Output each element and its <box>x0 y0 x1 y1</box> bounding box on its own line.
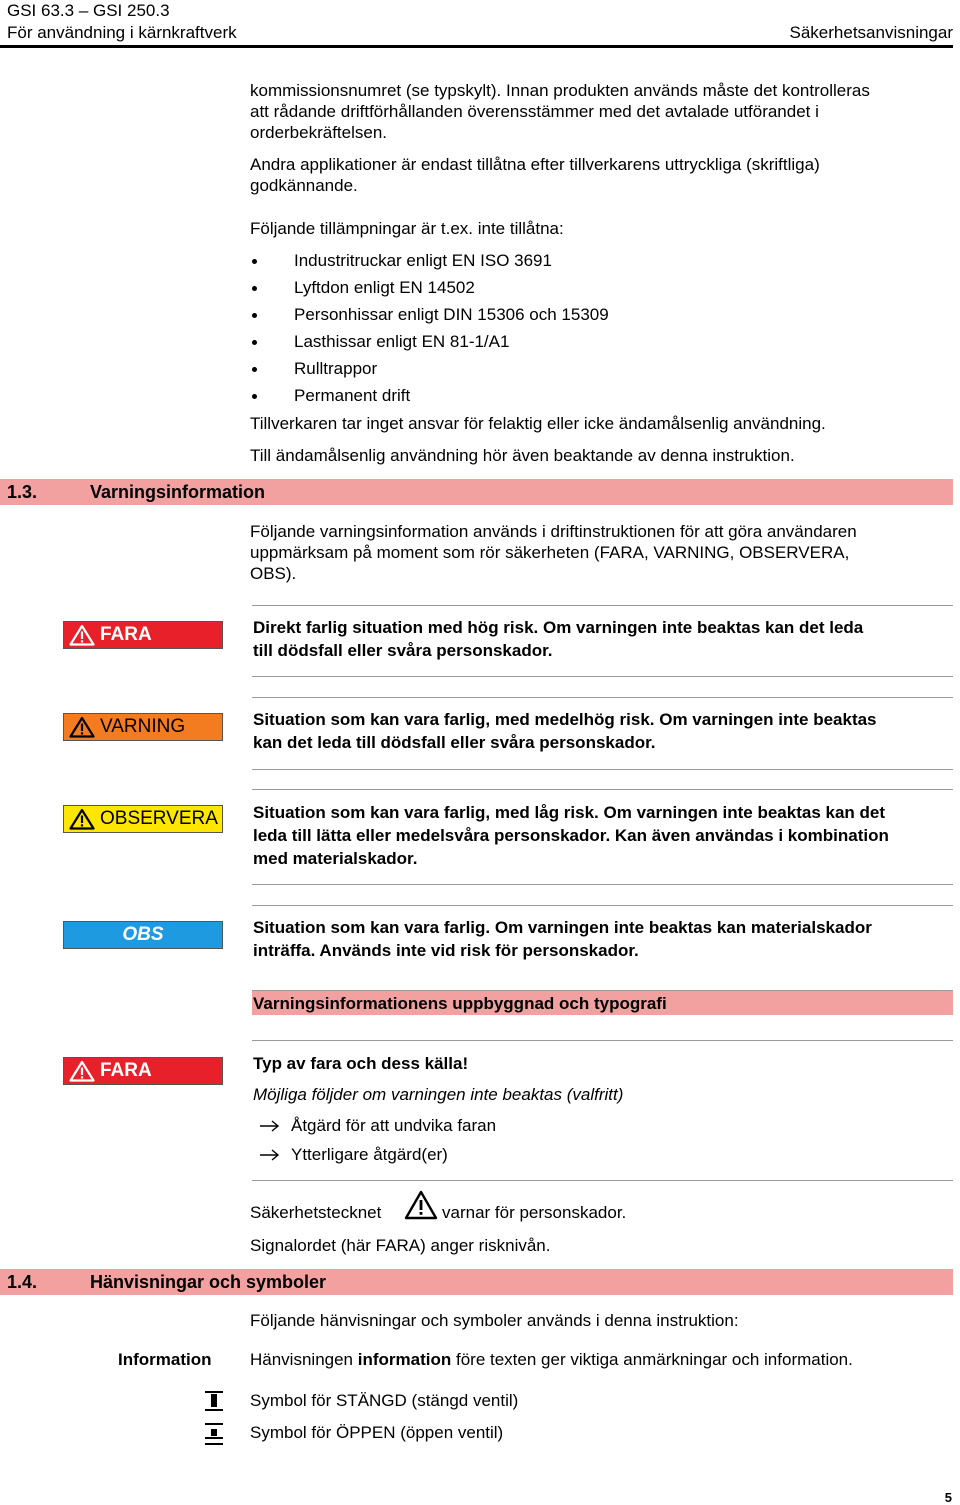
list-item: Personhissar enligt DIN 15306 och 15309 <box>294 305 609 324</box>
intro-p3: Följande tillämpningar är t.ex. inte tillåtna: <box>250 219 564 238</box>
section-title: Varningsinformation <box>90 482 266 502</box>
list-bullet <box>252 340 257 345</box>
doc-subtitle: För användning i kärnkraftverk <box>7 23 237 42</box>
warning-text-line: med materialskador. <box>253 849 418 868</box>
warning-text-line: Situation som kan vara farlig, med medelhög risk. Om varningen inte beaktas <box>253 710 877 729</box>
list-bullet <box>252 367 257 372</box>
section-title: Hänvisningar och symboler <box>90 1272 327 1292</box>
divider <box>252 676 953 677</box>
arrow-right-icon <box>259 1119 281 1133</box>
warning-triangle-icon <box>67 714 97 740</box>
example-consequence: Möjliga följder om varningen inte beaktas (valfritt) <box>253 1085 624 1104</box>
header-rule <box>0 45 953 48</box>
intro-p2-line1: Andra applikationer är endast tillåtna efter tillverkarens uttryckliga (skriftliga) <box>250 155 820 174</box>
list-bullet <box>252 313 257 318</box>
list-item: Permanent drift <box>294 386 411 405</box>
observera-sign <box>63 805 223 833</box>
intro-p4: Tillverkaren tar inget ansvar för felaktig eller icke ändamålsenlig användning. <box>250 414 826 433</box>
s13-intro-line3: OBS). <box>250 564 297 583</box>
open-symbol-text: Symbol för ÖPPEN (öppen ventil) <box>250 1423 504 1442</box>
intro-p5: Till ändamålsenlig användning hör även beaktande av denna instruktion. <box>250 446 795 465</box>
warning-text-line: leda till lätta eller medelsvåra personskador. Kan även användas i kombination <box>253 826 889 845</box>
info-text-b: information <box>357 1350 452 1369</box>
example-hazard-type: Typ av fara och dess källa! <box>253 1054 469 1073</box>
signal-word: OBSERVERA <box>100 808 218 829</box>
divider <box>252 789 953 790</box>
doc-section-name: Säkerhetsanvisningar <box>789 23 953 42</box>
list-bullet <box>252 286 257 291</box>
fara-sign-example <box>63 1057 223 1085</box>
section-number: 1.4. <box>7 1272 38 1292</box>
info-text-c: före texten ger viktiga anmärkningar och information. <box>455 1350 853 1369</box>
intro-p1-line1: kommissionsnumret (se typskylt). Innan produkten används måste det kontrolleras <box>250 81 870 100</box>
arrow-right-icon <box>259 1148 281 1162</box>
warning-triangle-icon <box>67 1058 97 1084</box>
page-number: 5 <box>944 1490 952 1505</box>
intro-p1-line2: att rådande driftförhållanden överensstämmer med det avtalade utförandet i <box>250 102 819 121</box>
signal-word: FARA <box>100 1060 152 1081</box>
info-label: Information <box>118 1350 212 1369</box>
doc-model: GSI 63.3 – GSI 250.3 <box>7 1 170 20</box>
divider <box>252 769 953 770</box>
fara-sign <box>63 621 223 649</box>
signal-word: OBS <box>122 924 164 945</box>
closed-symbol-text: Symbol för STÄNGD (stängd ventil) <box>250 1391 519 1410</box>
info-description <box>250 1349 853 1370</box>
divider <box>252 905 953 906</box>
subsection-heading <box>252 990 953 1015</box>
section-number: 1.3. <box>7 482 38 502</box>
section-heading-1-3 <box>0 479 953 505</box>
divider <box>252 884 953 885</box>
warning-triangle-icon <box>67 622 97 648</box>
intro-p1-line3: orderbekräftelsen. <box>250 123 388 142</box>
warning-text-line: Situation som kan vara farlig, med låg risk. Om varningen inte beaktas kan det <box>253 803 886 822</box>
intro-p2-line2: godkännande. <box>250 176 358 195</box>
example-action: Åtgärd för att undvika faran <box>291 1116 497 1135</box>
divider <box>252 605 953 606</box>
valve-closed-icon <box>203 1390 225 1412</box>
divider <box>252 1180 953 1181</box>
warning-text-line: inträffa. Används inte vid risk för personskador. <box>253 941 639 960</box>
section-heading-1-4 <box>0 1269 953 1295</box>
note-safety-sign-a: Säkerhetstecknet <box>250 1203 382 1222</box>
obs-sign <box>63 921 223 949</box>
warning-triangle-icon <box>67 806 97 832</box>
s14-intro: Följande hänvisningar och symboler används i denna instruktion: <box>250 1311 739 1330</box>
list-item: Rulltrappor <box>294 359 378 378</box>
warning-text-line: Direkt farlig situation med hög risk. Om varningen inte beaktas kan det leda <box>253 618 864 637</box>
list-item: Lyftdon enligt EN 14502 <box>294 278 475 297</box>
signal-word: VARNING <box>100 716 186 737</box>
list-bullet <box>252 259 257 264</box>
subsection-title: Varningsinformationens uppbyggnad och typografi <box>253 994 667 1013</box>
divider <box>252 697 953 698</box>
divider <box>252 1040 953 1041</box>
warning-text-line: till dödsfall eller svåra personskador. <box>253 641 553 660</box>
valve-open-icon <box>203 1422 225 1446</box>
varning-sign <box>63 713 223 741</box>
list-item: Lasthissar enligt EN 81-1/A1 <box>294 332 510 351</box>
example-action: Ytterligare åtgärd(er) <box>291 1145 448 1164</box>
warning-text-line: kan det leda till dödsfall eller svåra personskador. <box>253 733 656 752</box>
note-safety-sign-b: varnar för personskador. <box>442 1203 627 1222</box>
signal-word: FARA <box>100 624 152 645</box>
warning-triangle-icon <box>404 1190 438 1220</box>
list-bullet <box>252 394 257 399</box>
note-signal-word: Signalordet (här FARA) anger risknivån. <box>250 1236 551 1255</box>
info-text-a: Hänvisningen <box>250 1350 354 1369</box>
s13-intro-line2: uppmärksam på moment som rör säkerheten (FARA, VARNING, OBSERVERA, <box>250 543 850 562</box>
list-item: Industritruckar enligt EN ISO 3691 <box>294 251 552 270</box>
warning-text-line: Situation som kan vara farlig. Om varningen inte beaktas kan materialskador <box>253 918 872 937</box>
s13-intro-line1: Följande varningsinformation används i driftinstruktionen för att göra användaren <box>250 522 857 541</box>
